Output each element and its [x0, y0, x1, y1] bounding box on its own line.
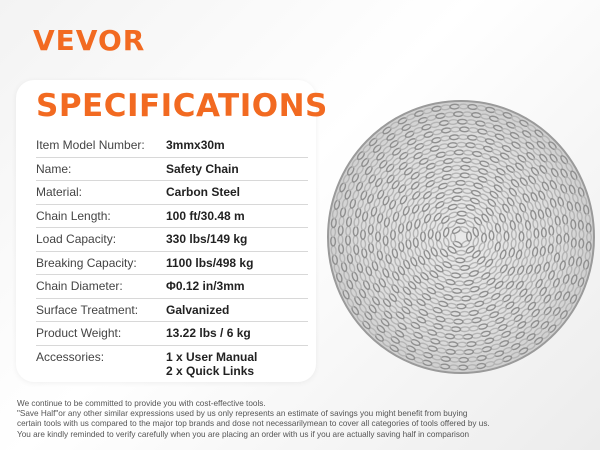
accessory-item: 1 x User Manual	[166, 349, 258, 364]
spec-row-accessories	[36, 346, 308, 378]
spec-row-load-capacity	[36, 228, 308, 252]
specifications-card	[16, 80, 328, 382]
spec-label: Item Model Number:	[36, 138, 145, 152]
spec-value: 100 ft/30.48 m	[166, 208, 245, 223]
spec-row-name	[36, 158, 308, 182]
spec-label: Chain Diameter:	[36, 279, 123, 293]
spec-row-chain-diameter	[36, 275, 308, 299]
specifications-title: SPECIFICATIONS	[36, 88, 328, 124]
disclaimer-line: We continue to be committed to provide you with cost-effective tools.	[17, 399, 266, 408]
spec-value: 3mmx30m	[166, 138, 225, 152]
spec-row-breaking-capacity	[36, 252, 308, 276]
spec-label: Load Capacity:	[36, 232, 117, 246]
spec-value: Carbon Steel	[166, 185, 241, 199]
spec-value: Φ0.12 in/3mm	[166, 279, 245, 293]
spec-value: 1100 lbs/498 kg	[166, 255, 254, 270]
vevor-logo: VEVOR	[33, 24, 146, 57]
spec-label: Accessories:	[36, 349, 105, 364]
specifications-table	[36, 134, 308, 378]
spec-label: Breaking Capacity:	[36, 255, 137, 270]
spec-label: Material:	[36, 185, 83, 199]
spec-label: Name:	[36, 161, 72, 176]
accessory-item: 2 x Quick Links	[166, 363, 255, 378]
disclaimer-line: certain tools with us compared to the major top brands and dose not necessarilymean to cover all categories of tools offered by us.	[17, 419, 490, 429]
coiled-chain-icon	[318, 92, 600, 382]
spec-row-model	[36, 134, 308, 158]
spec-label: Product Weight:	[36, 326, 122, 340]
spec-row-chain-length	[36, 205, 308, 229]
spec-value: 330 lbs/149 kg	[166, 232, 248, 246]
spec-value: Safety Chain	[166, 161, 239, 176]
spec-row-material	[36, 181, 308, 205]
spec-value: 13.22 lbs / 6 kg	[166, 326, 251, 340]
disclaimer-text	[17, 399, 587, 440]
spec-value: Galvanized	[166, 302, 230, 317]
disclaimer-line: You are kindly reminded to verify carefully when you are placing an order with us if you are actually saving half in comparison	[17, 429, 470, 439]
spec-label: Chain Length:	[36, 208, 111, 223]
spec-label: Surface Treatment:	[36, 302, 139, 317]
spec-value-list	[166, 346, 257, 378]
spec-row-product-weight	[36, 322, 308, 346]
spec-row-surface-treatment	[36, 299, 308, 323]
disclaimer-line: "Save Half"or any other similar expressions used by us only represents an estimate of savings you might benefit from buying	[17, 409, 468, 419]
